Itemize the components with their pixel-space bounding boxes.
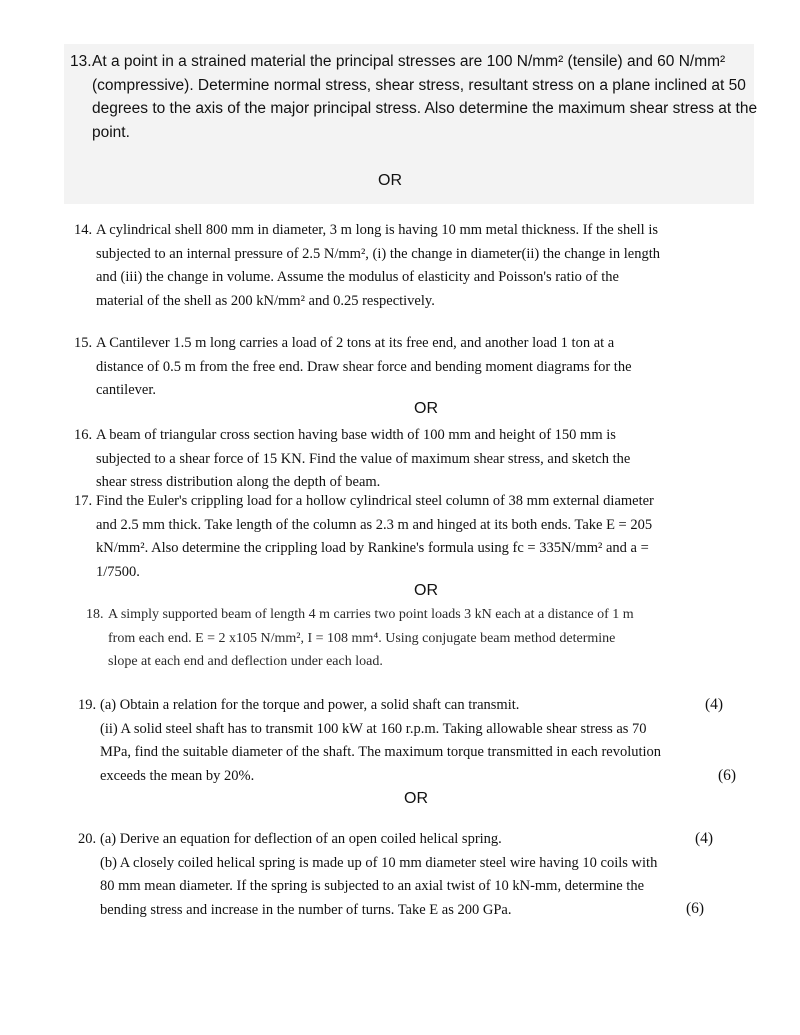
question-line: point. — [92, 123, 130, 141]
or-separator: OR — [414, 400, 438, 417]
or-separator: OR — [414, 582, 438, 599]
question-line: kN/mm². Also determine the crippling load by Rankine's formula using fc = 335N/mm² and a = — [96, 540, 649, 556]
question-line: subjected to an internal pressure of 2.5 N/mm², (i) the change in diameter(ii) the change in length — [96, 245, 661, 262]
question-18 — [86, 603, 776, 674]
question-line: 80 mm mean diameter. If the spring is subjected to an axial twist of 10 kN-mm, determine the — [100, 878, 645, 894]
marks-label: (4) — [705, 696, 724, 713]
question-line: from each end. E = 2 x105 N/mm², I = 108 mm⁴. Using conjugate beam method determine — [108, 630, 616, 646]
or-separator: OR — [404, 790, 428, 807]
question-number: 14. — [74, 222, 93, 238]
question-line: A cylindrical shell 800 mm in diameter, 3 m long is having 10 mm metal thickness. If the shell is — [96, 222, 659, 238]
question-17 — [74, 490, 774, 584]
question-line: (compressive). Determine normal stress, shear stress, resultant stress on a plane inclined at 50 — [92, 76, 746, 94]
question-line: distance of 0.5 m from the free end. Draw shear force and bending moment diagrams for the — [96, 358, 632, 375]
question-line: and (iii) the change in volume. Assume the modulus of elasticity and Poisson's ratio of the — [96, 269, 619, 285]
question-line: and 2.5 mm thick. Take length of the column as 2.3 m and hinged at its both ends. Take E = 205 — [96, 516, 653, 533]
question-16 — [74, 424, 774, 495]
question-line: (b) A closely coiled helical spring is made up of 10 mm diameter steel wire having 10 coils with — [100, 854, 658, 871]
question-number: 20. — [78, 831, 97, 847]
question-line: A beam of triangular cross section having base width of 100 mm and height of 150 mm is — [96, 427, 616, 443]
question-number: 16. — [74, 427, 93, 443]
question-number: 18. — [86, 607, 104, 622]
question-line: degrees to the axis of the major principal stress. Also determine the maximum shear stress at the — [92, 100, 758, 117]
marks-label: (4) — [695, 830, 714, 847]
marks-label: (6) — [686, 900, 705, 917]
question-line: Find the Euler's crippling load for a hollow cylindrical steel column of 38 mm external diameter — [96, 493, 654, 509]
question-line: 1/7500. — [96, 563, 140, 580]
question-line: A simply supported beam of length 4 m carries two point loads 3 kN each at a distance of 1 m — [108, 607, 634, 622]
question-line: At a point in a strained material the principal stresses are 100 N/mm² (tensile) and 60 N/mm² — [92, 53, 726, 70]
question-line: material of the shell as 200 kN/mm² and 0.25 respectively. — [96, 292, 435, 309]
question-line: subjected to a shear force of 15 KN. Find the value of maximum shear stress, and sketch the — [96, 450, 631, 467]
question-line: (a) Obtain a relation for the torque and power, a solid shaft can transmit. — [100, 697, 520, 713]
question-line: cantilever. — [96, 382, 156, 398]
question-19 — [78, 694, 778, 788]
question-number: 19. — [78, 697, 97, 713]
question-14 — [74, 219, 774, 313]
question-number: 13. — [70, 53, 92, 70]
question-20 — [78, 828, 778, 922]
question-line: MPa, find the suitable diameter of the shaft. The maximum torque transmitted in each revolution — [100, 744, 662, 760]
question-line: bending stress and increase in the number of turns. Take E as 200 GPa. — [100, 901, 512, 918]
or-separator: OR — [378, 172, 402, 189]
question-number: 15. — [74, 335, 93, 351]
question-13 — [70, 50, 770, 144]
question-line: exceeds the mean by 20%. — [100, 767, 255, 784]
question-line: (ii) A solid steel shaft has to transmit 100 kW at 160 r.p.m. Taking allowable shear stress as 70 — [100, 720, 647, 737]
question-line: (a) Derive an equation for deflection of an open coiled helical spring. — [100, 831, 502, 847]
question-number: 17. — [74, 493, 93, 509]
marks-label: (6) — [718, 767, 737, 784]
question-line: shear stress distribution along the depth of beam. — [96, 474, 381, 490]
question-line: slope at each end and deflection under each load. — [108, 654, 383, 669]
question-line: A Cantilever 1.5 m long carries a load of 2 tons at its free end, and another load 1 ton at a — [96, 335, 615, 351]
question-15 — [74, 332, 774, 403]
